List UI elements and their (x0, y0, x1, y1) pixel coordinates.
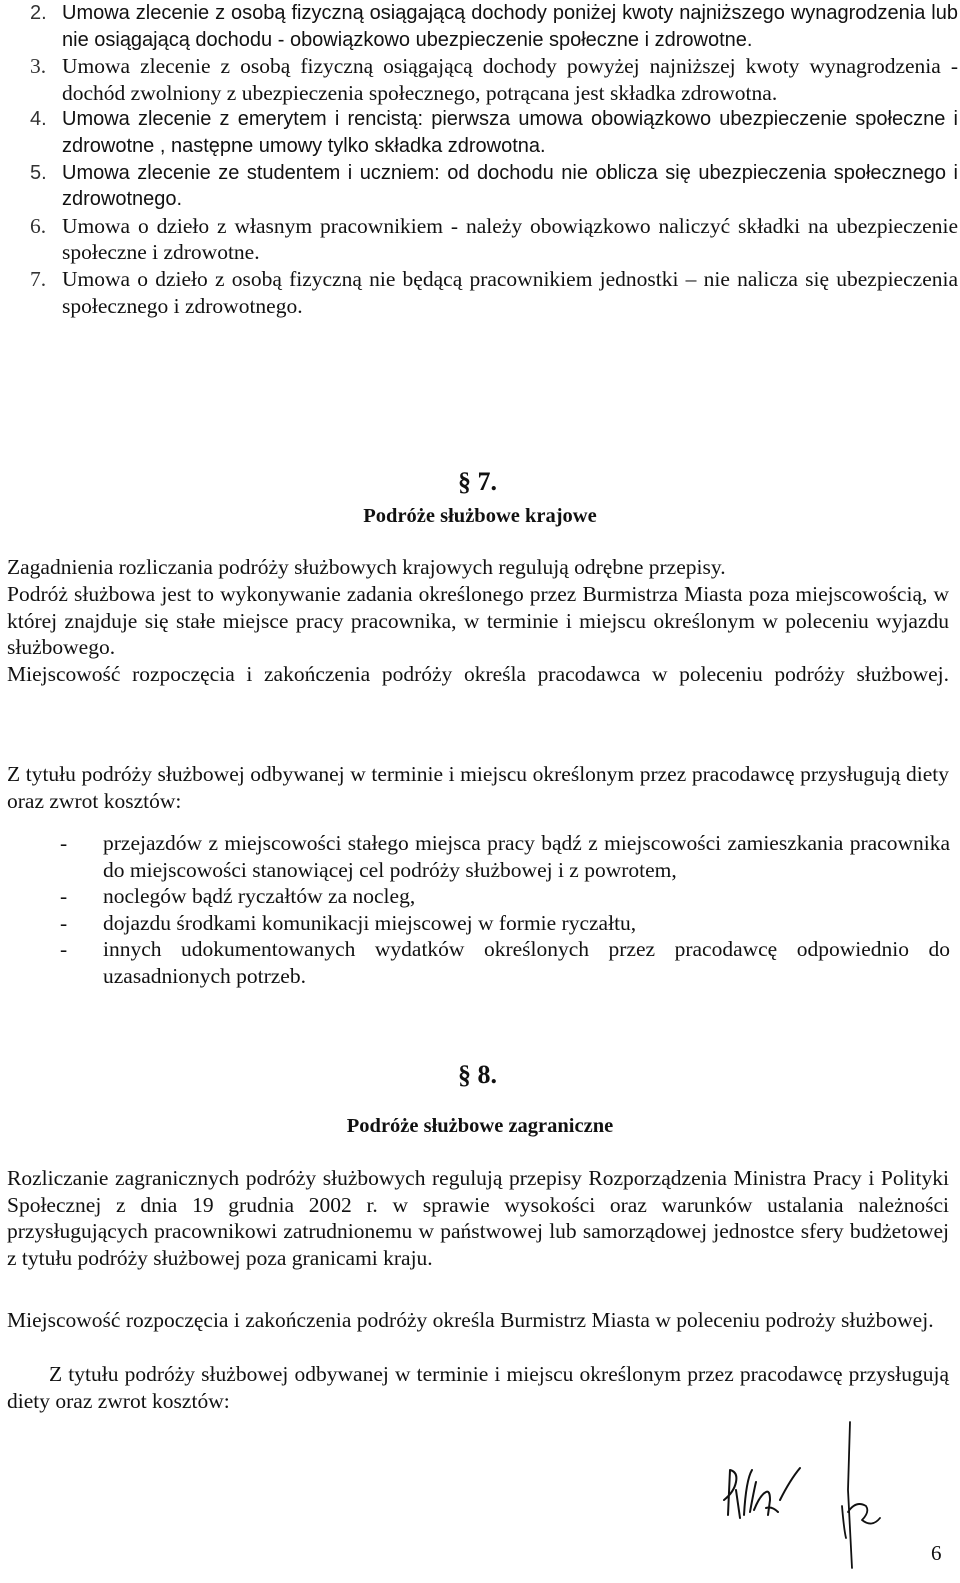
list-text: Umowa o dzieło z własnym pracownikiem - należy obowiązkowo naliczyć składki na ubezpieczenie społeczne i zdrowotne. (62, 213, 958, 265)
list-number: 3. (30, 54, 47, 79)
section-8-paragraph: Rozliczanie zagranicznych podróży służbowych regulują przepisy Rozporządzenia Ministra Pracy i Polityki Społecznej z dnia 19 grudnia 2002 r. w sprawie wysokości oraz warunków ustalania należności przysługujących pracownikowi zatrudnionemu w państwowej lub samorządowej jednostce sfery budżetowej z tytułu podróży służbowej poza granicami kraju. (7, 1166, 949, 1270)
list-text: Umowa o dzieło z osobą fizyczną nie będącą pracownikiem jednostki – nie nalicza się ubezpieczenia społecznego i zdrowotnego. (62, 266, 958, 318)
list-text: Umowa zlecenie z osobą fizyczną osiągającą dochody powyżej najniższej kwoty wynagrodzenia - dochód zwolniony z ubezpieczenia społecznego, potrącana jest składka zdrowotna. (62, 54, 958, 105)
list-dash: - (60, 831, 68, 855)
list-item (0, 910, 950, 937)
list-text: dojazdu środkami komunikacji miejscowej w formie ryczałtu, (103, 910, 637, 935)
cost-list (0, 830, 950, 990)
list-item (0, 830, 950, 883)
section-7-paragraph: Zagadnienia rozliczania podróży służbowych krajowych regulują odrębne przepisy. (7, 555, 726, 579)
list-item (0, 160, 958, 213)
list-text: Umowa zlecenie z osobą fizyczną osiągającą dochody poniżej kwoty najniższego wynagrodzenia lub nie osiągającą dochodu - obowiązkowo ubezpieczenie społeczne i zdrowotne. (62, 2, 958, 51)
handwritten-signature (710, 1420, 910, 1570)
numbered-list (0, 0, 958, 319)
list-number: 4. (30, 108, 47, 131)
list-number: 7. (30, 266, 47, 291)
section-8-paragraph: Miejscowość rozpoczęcia i zakończenia podróży określa Burmistrz Miasta w poleceniu podroży służbowej. (7, 1308, 934, 1332)
list-dash: - (60, 937, 68, 962)
list-item (0, 936, 950, 989)
list-dash: - (60, 910, 68, 935)
list-number: 5. (30, 161, 47, 184)
list-text: przejazdów z miejscowości stałego miejsca pracy bądź z miejscowości zamieszkania pracownika do miejscowości stanowiącej cel podróży służbowej i z powrotem, (103, 831, 950, 882)
list-number: 6. (30, 213, 47, 238)
section-7-paragraph: Z tytułu podróży służbowej odbywanej w terminie i miejscu określonym przez pracodawcę przysługują diety oraz zwrot kosztów: (7, 762, 949, 813)
list-dash: - (60, 884, 68, 909)
section-8-sign: § 8. (458, 1060, 497, 1089)
list-item (0, 213, 958, 266)
list-text: Umowa zlecenie ze studentem i uczniem: od dochodu nie oblicza się ubezpieczenia społecznego i zdrowotnego. (62, 161, 958, 211)
section-7-paragraph: Miejscowość rozpoczęcia i zakończenia podróży określa pracodawca w poleceniu podróży służbowej. (7, 662, 949, 686)
section-7-paragraph: Podróż służbowa jest to wykonywanie zadania określonego przez Burmistrza Miasta poza miejscowością, w której znajduje się stałe miejsce pracy pracownika, w terminie i miejscu określonym w poleceniu wyjazdu służbowego. (7, 582, 949, 660)
list-item (0, 106, 958, 159)
list-item (0, 0, 958, 53)
list-text: noclegów bądź ryczałtów za nocleg, (103, 884, 416, 909)
list-number: 2. (30, 2, 47, 24)
section-7-sign: § 7. (458, 467, 497, 496)
list-item (0, 266, 958, 319)
list-item (0, 53, 958, 106)
page-number: 6 (931, 1541, 942, 1565)
list-item (0, 883, 950, 910)
list-text: Umowa zlecenie z emerytem i rencistą: pierwsza umowa obowiązkowo ubezpieczenie społeczne i zdrowotne , następne umowy tylko składka zdrowotna. (62, 108, 958, 157)
section-8-title: Podróże służbowe zagraniczne (346, 1115, 614, 1137)
list-text: innych udokumentowanych wydatków określonych przez pracodawcę odpowiednio do uzasadnionych potrzeb. (103, 937, 950, 988)
section-8-paragraph: Z tytułu podróży służbowej odbywanej w terminie i miejscu określonym przez pracodawcę przysługują diety oraz zwrot kosztów: (7, 1362, 949, 1413)
section-7-title: Podróże służbowe krajowe (363, 505, 597, 527)
